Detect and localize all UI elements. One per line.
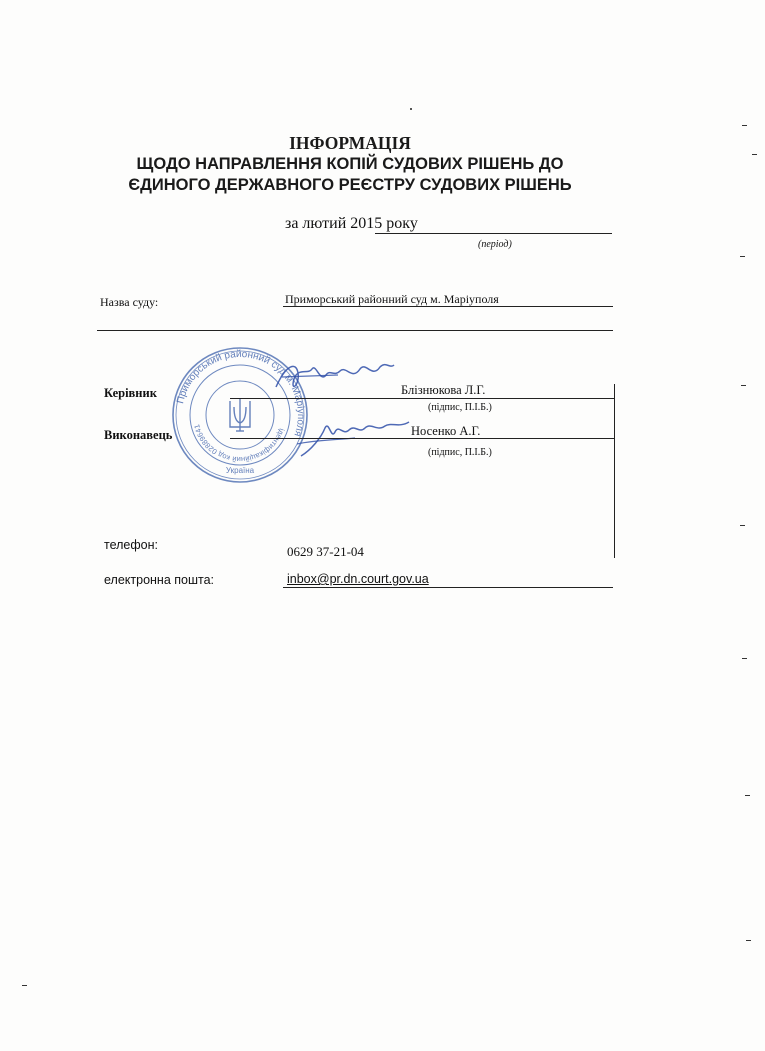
court-name: Приморський районний суд м. Маріуполя — [285, 292, 499, 306]
title-line-1: ІНФОРМАЦІЯ — [289, 133, 411, 153]
court-underline — [283, 306, 613, 307]
executor-caption: (підпис, П.І.Б.) — [428, 447, 492, 458]
scan-mark — [742, 658, 747, 659]
period-underline — [375, 233, 612, 234]
executor-signature-line — [230, 438, 614, 439]
separator-line — [97, 330, 613, 331]
executor-label: Виконавець — [104, 428, 173, 442]
executor-name: Носенко А.Г. — [411, 424, 481, 438]
scan-mark — [742, 125, 747, 126]
head-signature — [268, 355, 398, 400]
vertical-rule — [614, 384, 615, 558]
period-caption: (період) — [478, 239, 512, 250]
svg-text:Приморський районний суд м. Ма: Приморський районний суд м. Маріуполя — [175, 348, 307, 438]
scan-dot — [410, 108, 412, 110]
scan-mark — [746, 940, 751, 941]
phone-label: телефон: — [104, 538, 158, 552]
period-text: за лютий 2015 року — [285, 215, 418, 232]
email-underline — [283, 587, 613, 588]
scan-mark — [741, 385, 746, 386]
svg-text:ідентифікаційний код 02889641: ідентифікаційний код 02889641 — [192, 423, 287, 465]
svg-text:Україна: Україна — [225, 466, 255, 475]
title-line-2: ЩОДО НАПРАВЛЕННЯ КОПІЙ СУДОВИХ РІШЕНЬ ДО — [136, 155, 564, 173]
scan-mark — [745, 795, 750, 796]
head-name: Блізнюкова Л.Г. — [401, 383, 486, 397]
head-label: Керівник — [104, 386, 157, 400]
document-title — [60, 133, 640, 196]
scan-mark — [740, 525, 745, 526]
title-line-3: ЄДИНОГО ДЕРЖАВНОГО РЕЄСТРУ СУДОВИХ РІШЕНЬ — [128, 176, 572, 194]
email-link[interactable]: inbox@pr.dn.court.gov.ua — [287, 572, 429, 586]
trident-icon — [230, 399, 250, 431]
scan-mark — [752, 154, 757, 155]
head-signature-line — [230, 398, 614, 399]
head-caption: (підпис, П.І.Б.) — [428, 402, 492, 413]
email-label: електронна пошта: — [104, 573, 215, 587]
scan-mark — [22, 985, 27, 986]
scan-mark — [740, 256, 745, 257]
court-label: Назва суду: — [100, 295, 159, 309]
phone-value: 0629 37-21-04 — [287, 544, 364, 559]
